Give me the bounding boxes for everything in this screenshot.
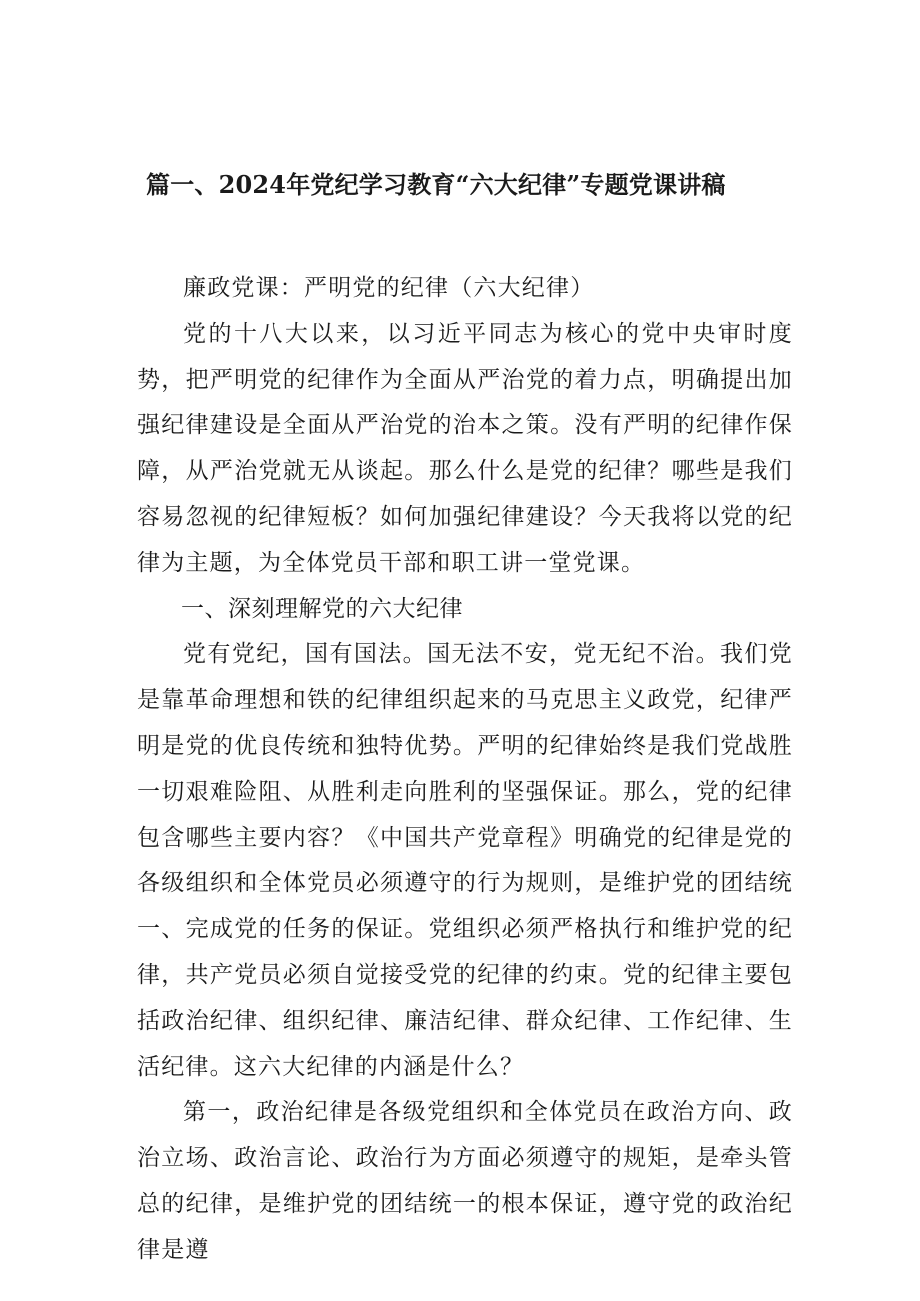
document-body <box>137 266 793 1274</box>
document-title: 篇一、2024年党纪学习教育“六大纪律”专题党课讲稿 <box>146 170 726 199</box>
paragraph-intro: 党的十八大以来，以习近平同志为核心的党中央审时度势，把严明党的纪律作为全面从严治党的着力点，明确提出加强纪律建设是全面从严治党的治本之策。没有严明的纪律作保障，从严治党就无从谈起。那么什么是党的纪律？哪些是我们容易忽视的纪律短板？如何加强纪律建设？今天我将以党的纪律为主题，为全体党员干部和职工讲一堂党课。 <box>137 320 793 576</box>
paragraph-subtitle: 廉政党课：严明党的纪律（六大纪律） <box>183 275 595 301</box>
paragraph-body: 党有党纪，国有国法。国无法不安，党无纪不治。我们党是靠革命理想和铁的纪律组织起来的马克思主义政党，纪律严明是党的优良传统和独特优势。严明的纪律始终是我们党战胜一切艰难险阻、从胜利走向胜利的坚强保证。那么，党的纪律包含哪些主要内容？《中国共产党章程》明确党的纪律是党的各级组织和全体党员必须遵守的行为规则，是维护党的团结统一、完成党的任务的保证。党组织必须严格执行和维护党的纪律，共产党员必须自觉接受党的纪律的约束。党的纪律主要包括政治纪律、组织纪律、廉洁纪律、群众纪律、工作纪律、生活纪律。这六大纪律的内涵是什么？ <box>137 641 793 1080</box>
paragraph-body: 第一，政治纪律是各级党组织和全体党员在政治方向、政治立场、政治言论、政治行为方面必须遵守的规矩，是牵头管总的纪律，是维护党的团结统一的根本保证，遵守党的政治纪律是遵 <box>137 1099 793 1263</box>
section-heading: 一、深刻理解党的六大纪律 <box>181 595 463 622</box>
